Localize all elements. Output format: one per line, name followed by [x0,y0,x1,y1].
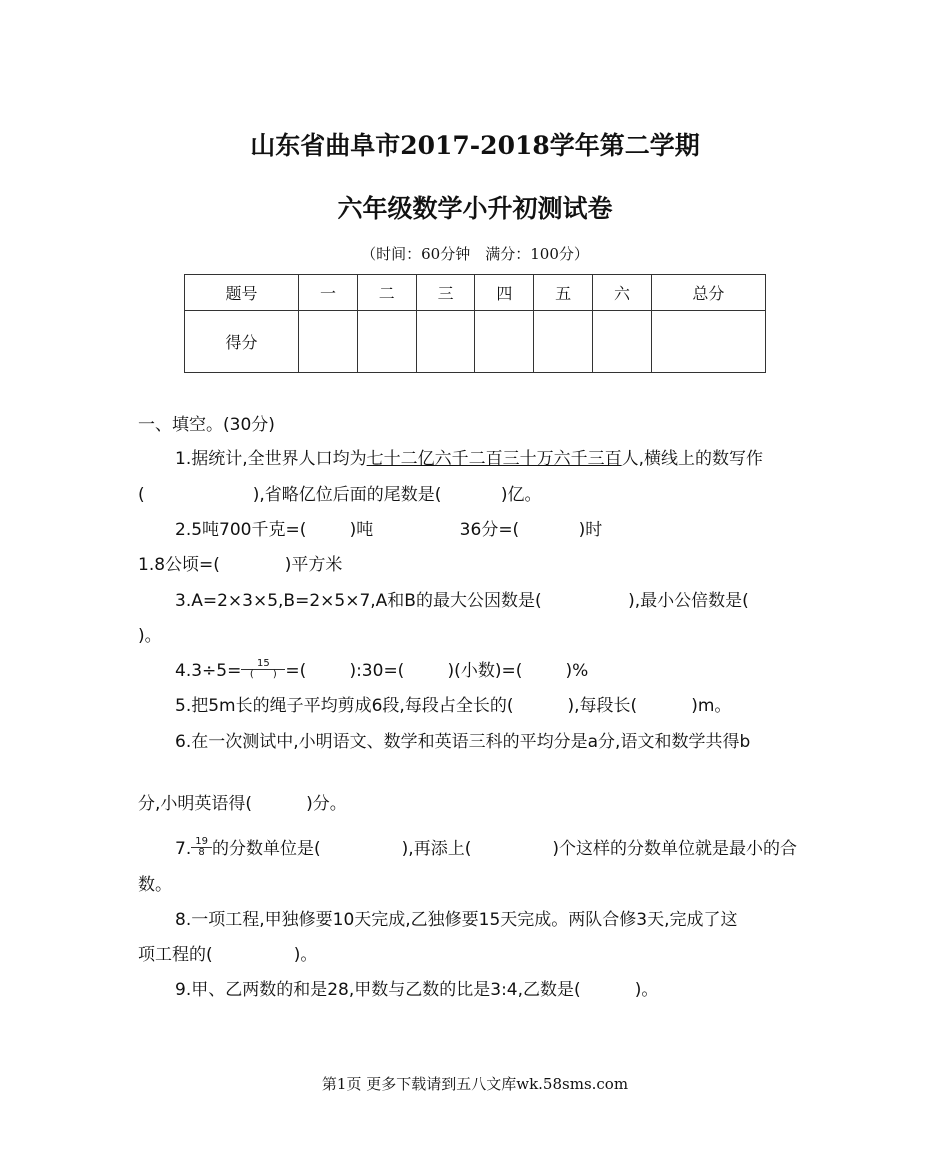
score-cell [357,311,416,373]
q7-prefix: 7. [175,839,192,859]
q1-underlined-number: 七十二亿六千二百三十万六千三百 [366,449,622,469]
question-6-line-2: 分,小明英语得( )分。 [138,794,347,814]
question-7-line-2: 数。 [138,875,172,895]
header-cell: 总分 [651,275,765,311]
question-2-line-2: 1.8公顷=( )平方米 [138,555,343,575]
q7-suffix: 的分数单位是( ),再添上( )个这样的分数单位就是最小的合 [211,839,798,859]
question-2-line-1: 2.5吨700千克=( )吨 36分=( )时 [175,520,603,540]
score-cell [534,311,593,373]
question-9: 9.甲、乙两数的和是28,甲数与乙数的比是3:4,乙数是( )。 [175,980,659,1000]
question-7-line-1 [175,834,797,860]
q1-prefix: 1.据统计,全世界人口均为 [175,449,367,469]
page-footer: 第1页 更多下载请到五八文库wk.58sms.com [321,1075,629,1093]
score-table [184,274,766,373]
q7-fraction [191,837,212,858]
section-heading: 一、填空。(30分) [138,415,275,435]
question-4 [175,656,588,682]
title-line-1: 山东省曲阜市2017-2018学年第二学期 [250,131,700,160]
q7-fraction-numerator: 19 [191,837,212,848]
score-cell [651,311,765,373]
header-cell: 六 [593,275,652,311]
q4-suffix: =( ):30=( )(小数)=( )% [285,661,589,681]
score-table-score-row [185,311,766,373]
header-cell: 五 [534,275,593,311]
question-1-line-1 [175,444,763,469]
question-8-line-1: 8.一项工程,甲独修要10天完成,乙独修要15天完成。两队合修3天,完成了这 [175,910,738,930]
score-cell [475,311,534,373]
header-cell: 三 [416,275,475,311]
q4-fraction-denominator: ( ) [249,668,277,680]
header-cell: 一 [299,275,358,311]
score-cell [299,311,358,373]
q4-fraction-numerator: 15 [241,659,285,670]
question-3-line-2: )。 [138,626,162,646]
question-5: 5.把5m长的绳子平均剪成6段,每段占全长的( ),每段长( )m。 [175,696,732,716]
q7-fraction-denominator: 8 [198,846,205,858]
score-cell [593,311,652,373]
title-line-2: 六年级数学小升初测试卷 [337,194,613,223]
exam-info: （时间：60分钟 满分：100分） [361,245,589,263]
score-cell [416,311,475,373]
question-6-line-1: 6.在一次测试中,小明语文、数学和英语三科的平均分是a分,语文和数学共得b [175,732,751,752]
score-table-header-row [185,275,766,311]
header-cell: 四 [475,275,534,311]
question-8-line-2: 项工程的( )。 [138,945,318,965]
question-1-line-2: ( ),省略亿位后面的尾数是( )亿。 [138,485,542,505]
row-label-cell: 得分 [185,311,299,373]
q4-fraction [241,659,285,680]
header-cell: 题号 [185,275,299,311]
question-3-line-1: 3.A=2×3×5,B=2×5×7,A和B的最大公因数是( ),最小公倍数是( [175,591,749,611]
q1-suffix: 人,横线上的数写作 [621,449,764,469]
header-cell: 二 [357,275,416,311]
q4-prefix: 4.3÷5= [175,661,242,681]
